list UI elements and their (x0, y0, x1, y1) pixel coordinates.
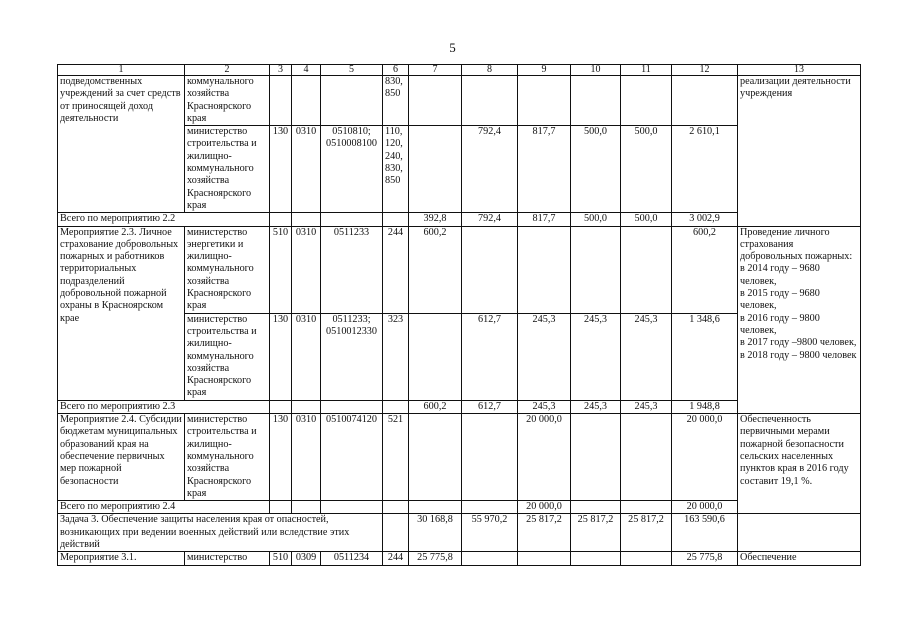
header-cell: 5 (321, 65, 383, 76)
amount-cell: 245,3 (621, 400, 672, 413)
amount-cell: 245,3 (518, 313, 571, 400)
table-row (58, 226, 861, 313)
amount-cell: 245,3 (518, 400, 571, 413)
ministry-cell: министерство строительства и жилищно-коммунального хозяйства Красноярского края (185, 313, 270, 400)
amount-cell: 25 775,8 (409, 552, 462, 565)
result-cell: Проведение личного страхования добровольных пожарных: в 2014 году – 9680 человек, в 2015 году – 9680 человек, в 2016 году – 9800 человек, в 2017 году –9800 человек, в 2018 году – 9800 человек (738, 226, 861, 413)
ministry-cell: коммунального хозяйства Красноярского края (185, 76, 270, 126)
amount-cell: 1 948,8 (672, 400, 738, 413)
amount-cell: 25 817,2 (621, 514, 672, 552)
header-cell: 13 (738, 65, 861, 76)
cost-code-cell: 110, 120, 240, 830, 850 (383, 126, 409, 213)
activity-cell: подведомственных учреждений за счет средств от приносящей доход деятельности (58, 76, 185, 213)
amount-cell: 2 610,1 (672, 126, 738, 213)
header-cell: 12 (672, 65, 738, 76)
amount-cell: 500,0 (621, 126, 672, 213)
section-cell: 0309 (292, 552, 321, 565)
header-cell: 3 (270, 65, 292, 76)
amount-cell: 600,2 (409, 226, 462, 313)
ministry-cell: министерство строительства и жилищно-коммунального хозяйства Красноярского края (185, 414, 270, 501)
total-label: Всего по мероприятию 2.4 (58, 501, 270, 514)
amount-cell: 25 817,2 (571, 514, 621, 552)
result-cell: реализации деятельности учреждения (738, 76, 861, 227)
header-cell: 11 (621, 65, 672, 76)
activity-cell: Мероприятие 2.3. Личное страхование добровольных пожарных и работников территориальных подразделений добровольной пожарной охраны в Красноярском крае (58, 226, 185, 400)
grbs-cell: 130 (270, 126, 292, 213)
target-code-cell: 0511233; 0510012330 (321, 313, 383, 400)
amount-cell: 25 775,8 (672, 552, 738, 565)
ministry-cell: министерство (185, 552, 270, 565)
header-cell: 7 (409, 65, 462, 76)
amount-cell: 817,7 (518, 213, 571, 226)
header-row (58, 65, 861, 76)
table-row (58, 414, 861, 501)
header-cell: 4 (292, 65, 321, 76)
amount-cell: 245,3 (571, 313, 621, 400)
amount-cell: 3 002,9 (672, 213, 738, 226)
amount-cell: 600,2 (409, 400, 462, 413)
total-label: Всего по мероприятию 2.3 (58, 400, 270, 413)
amount-cell: 163 590,6 (672, 514, 738, 552)
amount-cell: 30 168,8 (409, 514, 462, 552)
target-code-cell: 0510074120 (321, 414, 383, 501)
amount-cell: 55 970,2 (462, 514, 518, 552)
cost-code-cell: 323 (383, 313, 409, 400)
grbs-cell: 510 (270, 226, 292, 313)
section-cell: 0310 (292, 313, 321, 400)
header-cell: 2 (185, 65, 270, 76)
header-cell: 8 (462, 65, 518, 76)
result-cell: Обеспеченность первичными мерами пожарной безопасности сельских населенных пунктов края в 2016 году составит 19,1 %. (738, 414, 861, 514)
header-cell: 9 (518, 65, 571, 76)
section-cell: 0310 (292, 226, 321, 313)
task-label: Задача 3. Обеспечение защиты населения края от опасностей, возникающих при ведении военных действий или вследствие этих действий (58, 514, 383, 552)
amount-cell: 25 817,2 (518, 514, 571, 552)
table-row (58, 552, 861, 565)
amount-cell: 612,7 (462, 313, 518, 400)
total-label: Всего по мероприятию 2.2 (58, 213, 270, 226)
cost-code-cell: 521 (383, 414, 409, 501)
result-cell: Обеспечение (738, 552, 861, 565)
ministry-cell: министерство энергетики и жилищно-коммунального хозяйства Красноярского края (185, 226, 270, 313)
cost-code-cell: 244 (383, 226, 409, 313)
amount-cell: 817,7 (518, 126, 571, 213)
amount-cell: 245,3 (571, 400, 621, 413)
cost-code-cell: 244 (383, 552, 409, 565)
amount-cell: 792,4 (462, 213, 518, 226)
table-row (58, 76, 861, 126)
amount-cell: 20 000,0 (518, 414, 571, 501)
target-code-cell: 0511234 (321, 552, 383, 565)
amount-cell: 20 000,0 (518, 501, 571, 514)
amount-cell: 500,0 (621, 213, 672, 226)
activity-cell: Мероприятие 3.1. (58, 552, 185, 565)
grbs-cell: 130 (270, 414, 292, 501)
amount-cell: 612,7 (462, 400, 518, 413)
grbs-cell: 510 (270, 552, 292, 565)
amount-cell: 792,4 (462, 126, 518, 213)
amount-cell: 245,3 (621, 313, 672, 400)
cost-code-cell: 830, 850 (383, 76, 409, 126)
ministry-cell: министерство строительства и жилищно-коммунального хозяйства Красноярского края (185, 126, 270, 213)
amount-cell: 1 348,6 (672, 313, 738, 400)
grbs-cell: 130 (270, 313, 292, 400)
header-cell: 6 (383, 65, 409, 76)
page-number: 5 (449, 40, 456, 55)
activity-cell: Мероприятие 2.4. Субсидии бюджетам муниципальных образований края на обеспечение первичных мер пожарной безопасности (58, 414, 185, 501)
amount-cell: 500,0 (571, 213, 621, 226)
amount-cell: 500,0 (571, 126, 621, 213)
table-row (58, 514, 861, 552)
amount-cell: 392,8 (409, 213, 462, 226)
target-code-cell: 0510810; 0510008100 (321, 126, 383, 213)
section-cell: 0310 (292, 414, 321, 501)
target-code-cell: 0511233 (321, 226, 383, 313)
budget-table (57, 64, 861, 566)
header-cell: 10 (571, 65, 621, 76)
header-cell: 1 (58, 65, 185, 76)
amount-cell: 600,2 (672, 226, 738, 313)
amount-cell: 20 000,0 (672, 501, 738, 514)
amount-cell: 20 000,0 (672, 414, 738, 501)
section-cell: 0310 (292, 126, 321, 213)
